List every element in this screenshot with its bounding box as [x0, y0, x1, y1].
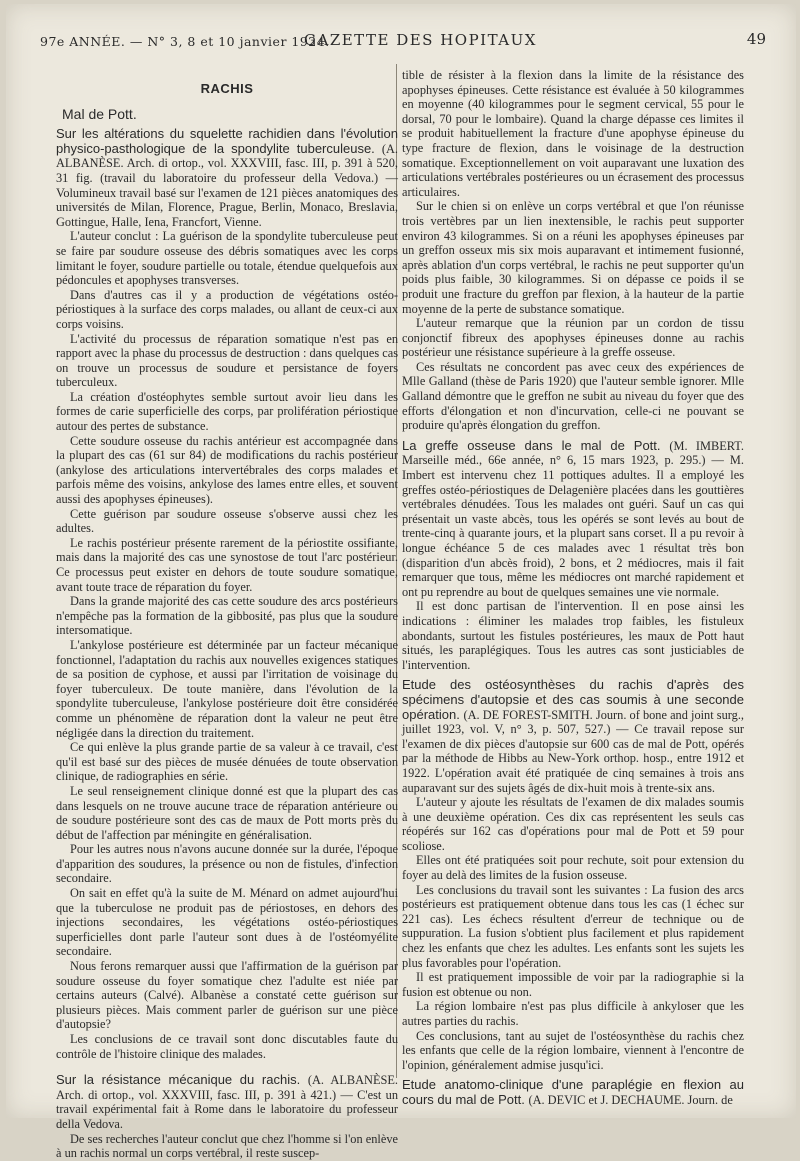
article-title: Etude des ostéosynthèses du rachis d'après des spécimens d'autopsie et des cas soumis à une seconde opération.: [402, 677, 744, 722]
article-header: [402, 678, 744, 795]
paragraph: Le rachis postérieur présente rarement de la périostite ossifiante, mais dans la majorité des cas une synostose de tout l'arc postérieur. Ce processus peut exister en dehors de toute soudure somatique, avant toute trace de réparation du foyer.: [56, 535, 398, 594]
article-title: Sur la résistance mécanique du rachis.: [56, 1072, 301, 1088]
subsection-title: Mal de Pott.: [62, 105, 137, 122]
article-reference: (A. ALBANÈSE. Arch. di ortop., vol. XXXVIII, fasc. III, p. 391 à 520, 31 fig. (travail du laboratoire du professeur della Vedova.) — Volumineux travail basé sur l'examen de 121 pièces anatomiques des universités de Milan, Florence, Prague, Berlin, Monaco, Breslavia, Gottingue, Halle, Iena, Francfort, Vienne.: [56, 141, 398, 229]
paragraph: Il est pratiquement impossible de voir par la radiographie si la fusion est obtenue ou non.: [402, 970, 744, 999]
article-reference: (A. DE FOREST-SMITH. Journ. of bone and joint surg., juillet 1923, vol. V, n° 3, p. 507, 527.) — Ce travail repose sur l'examen de dix pièces d'autopsie sur 600 cas de mal de Pott, opérés par la méthode de Hibbs au New-York orthop. hosp., entre 1912 et 1922. L'opération avait été pratiquée de cinq semaines à trois ans auparavant sur des sujets âgés de dix-huit mois à trente-six ans.: [402, 707, 744, 795]
issue-info: 97e ANNÉE. — N° 3, 8 et 10 janvier 1924.: [40, 34, 330, 49]
article-title: Sur les altérations du squelette rachidien dans l'évolution physico-pasthologique de la spondylite tuberculeuse.: [56, 126, 398, 156]
page-number: 49: [746, 30, 766, 48]
paragraph: Nous ferons remarquer aussi que l'affirmation de la guérison par soudure osseuse du foyer somatique chez l'adulte est niée par certains auteurs (Calvé). Albanèse a constaté cette guérison sur plusieurs pièces. Mais comment parler de guérison sur une pièce d'autopsie?: [56, 959, 398, 1032]
paragraph: De ses recherches l'auteur conclut que chez l'homme si l'on enlève à un rachis normal un corps vertébral, il reste suscep-: [56, 1131, 398, 1161]
article-header: [56, 127, 398, 229]
paragraph: Les conclusions du travail sont les suivantes : La fusion des arcs postérieurs est pratiquement obtenue dans tous les cas (1 échec sur 221 cas). Les échecs résultent d'erreur de technique ou de suppuration. La fusion s'obtient plus facilement et plus rapidement chez les enfants que chez les adultes. Les enfants sont les sujets les plus favorables pour l'opération.: [402, 882, 744, 970]
article-header: [402, 439, 744, 600]
paragraph: Cette soudure osseuse du rachis antérieur est accompagnée dans la plupart des cas (61 sur 84) de modifications du rachis postérieur (ankylose des articulations intervertébrales des corps malades et parfois même des voisins, ankylose des lames entre elles, et souvent aussi des apophyses épineuses).: [56, 433, 398, 507]
journal-title: GAZETTE DES HOPITAUX: [304, 31, 537, 49]
paragraph: Elles ont été pratiquées soit pour rechute, soit pour extension du foyer au delà des limites de la fusion osseuse.: [402, 853, 744, 883]
paragraph: On sait en effet qu'à la suite de M. Ménard on admet aujourd'hui que la tuberculose ne produit pas de périostoses, en dehors des injections secondaires, les végétations ostéo-périostiques superficielles dont parle l'auteur sont dues à de l'ostéomyélite secondaire.: [56, 886, 398, 959]
page-header: [36, 28, 766, 50]
paragraph: L'activité du processus de réparation somatique n'est pas en rapport avec la phase du processus de destruction : dans quelques cas on trouve un processus de soudure et persistance de foyers tuberculeux.: [56, 331, 398, 390]
article-reference: (A. ALBANÈSE. Arch. di ortop., vol. XXXVIII, fasc. III, p. 391 à 421.) — C'est un travail expérimental fait à Rome dans le laboratoire du professeur della Vedova.: [56, 1073, 398, 1131]
section-title: RACHIS: [200, 81, 254, 96]
paragraph: Les conclusions de ce travail sont donc discutables faute du contrôle de l'histoire clinique des malades.: [56, 1032, 398, 1061]
article-reference: (M. IMBERT. Marseille méd., 66e année, n° 6, 15 mars 1923, p. 295.) — M. Imbert est intervenu chez 11 pottiques adultes. Il a employé les greffes ostéo-périostiques de Delagenière placées dans les gouttières vertébrales dénudées. Tous les malades ont guéri. Sauf un cas qui présentait un vaste abcès, tous les opérés se sont levés au bout de trente-cinq à quarante jours, et la plupart sans corset. Il a pu revoir à longue échéance 5 de ces malades avec 1 résultat très bon (disparition d'un abcès froid), 2 bons, et 2 médiocres, mais il fait remarquer que tous, même les médiocres ont marché rapidement et ont pu reprendre au bout de quelques semaines une vie normale.: [402, 438, 744, 599]
article-reference: (A. DEVIC et J. DECHAUME. Journ. de: [528, 1092, 733, 1107]
left-column: [56, 72, 398, 1161]
newspaper-page: [6, 4, 796, 1161]
paragraph: Cette guérison par soudure osseuse s'observe aussi chez les adultes.: [56, 506, 398, 536]
paragraph: La création d'ostéophytes semble surtout avoir lieu dans les formes de carie superficielle des corps, par prolifération périostique autour des pertes de substance.: [56, 389, 398, 434]
article-title: La greffe osseuse dans le mal de Pott.: [402, 437, 661, 453]
article-header: [402, 1078, 744, 1107]
article-header: [56, 1073, 398, 1131]
paragraph: L'auteur conclut : La guérison de la spondylite tuberculeuse peut se faire par soudure osseuse des débris somatiques avec les corps limitant le foyer, soudure partielle ou totale, étendue quelquefois aux pédoncules et apophyses transverses.: [56, 229, 398, 288]
paragraph: L'auteur remarque que la réunion par un cordon de tissu conjonctif fibreux des apophyses épineuses donne au rachis postérieur une résistance supérieure à la greffe osseuse.: [402, 316, 744, 360]
paragraph: Il est donc partisan de l'intervention. Il en pose ainsi les indications : éliminer les malades trop faibles, les fistuleux abondants, surtout les fistules postérieures, les maux de Pott haut situés, les paraplégiques. Tous les autres cas sont justiciables de l'intervention.: [402, 599, 744, 672]
paragraph: tible de résister à la flexion dans la limite de la résistance des apophyses épineuses. Cette résistance est évaluée à 50 kilogrammes en moyenne (40 kilogrammes pour le segment cervical, 55 pour le dorsal, 70 pour le lombaire). Quand la charge dépasse ces limites il se produit habituellement la fracture d'une apophyse épineuse du type fracture de flexion, dans le voisinage de la destruction somatique. Exceptionnellement on voit auparavant une luxation des articulations vertébrales postérieures ou un écrasement des processus articulaires.: [402, 68, 744, 199]
paragraph: Dans la grande majorité des cas cette soudure des arcs postérieurs n'empêche pas la formation de la gibbosité, pas plus que la soudure intersomatique.: [56, 594, 398, 638]
paragraph: Le seul renseignement clinique donné est que la plupart des cas dans lesquels on ne trouve aucune trace de réparation antérieure ou de soudure postérieure sont des cas de maux de Pott morts près du début de l'affection par méningite en généralisation.: [56, 783, 398, 842]
article-title: Etude anatomo-clinique d'une paraplégie en flexion au cours du mal de Pott.: [402, 1077, 744, 1107]
paragraph: Pour les autres nous n'avons aucune donnée sur la durée, l'époque d'apparition des soudures, la présence ou non de fistules, d'infection secondaire.: [56, 842, 398, 886]
right-column: [402, 68, 744, 1107]
paragraph: La région lombaire n'est pas plus difficile à ankyloser que les autres parties du rachis.: [402, 999, 744, 1028]
paragraph: L'ankylose postérieure est déterminée par un facteur mécanique fonctionnel, l'adaptation du rachis aux nouvelles exigences statiques de sa position de cyphose, et aussi par l'irritation de voisinage du foyer tuberculeux. De toute manière, dans l'évolution de la spondylite tuberculeuse, l'ankylose postérieure doit être considérée comme un phénomène de réparation dont la valeur ne peut être négligée dans la direction du traitement.: [56, 637, 398, 740]
paragraph: Ces conclusions, tant au sujet de l'ostéosynthèse du rachis chez les enfants que celle de la région lombaire, viennent à l'encontre de l'opinion, généralement admise jusqu'ici.: [402, 1028, 744, 1072]
paragraph: Sur le chien si on enlève un corps vertébral et que l'on réunisse trois vertèbres par un lien inextensible, le rachis peut supporter environ 43 kilogrammes. Si on a réuni les apophyses épineuses par un greffon osseux mis six mois auparavant et intimement fusionné, après ablation d'un corps vertébral, le rachis ne peut supporter qu'un poids plus faible, 30 kilogrammes. Si on dépasse ce poids il se produit une fracture du greffon par flexion, à la hauteur de la partie moyenne de la perte de substance somatique.: [402, 199, 744, 316]
paragraph: Dans d'autres cas il y a production de végétations ostéo-périostiques à la surface des corps malades, ou allant de ceux-ci aux corps voisins.: [56, 287, 398, 331]
paragraph: Ces résultats ne concordent pas avec ceux des expériences de Mlle Galland (thèse de Paris 1920) que l'auteur semble ignorer. Mlle Galland démontre que le greffon ne subit au niveau du foyer que des efforts d'élongation et non d'incurvation, celle-ci ne pouvant se produire qu'après élongation du greffon.: [402, 359, 744, 433]
paragraph: Ce qui enlève la plus grande partie de sa valeur à ce travail, c'est qu'il est basé sur des pièces de musée dénuées de toute observation clinique, de radiographies en série.: [56, 740, 398, 784]
paragraph: L'auteur y ajoute les résultats de l'examen de dix malades soumis à une deuxième opération. Ces dix cas représentent les seuls cas réopérés sur 162 cas d'opérations pour mal de Pott et 59 pour scoliose.: [402, 795, 744, 853]
